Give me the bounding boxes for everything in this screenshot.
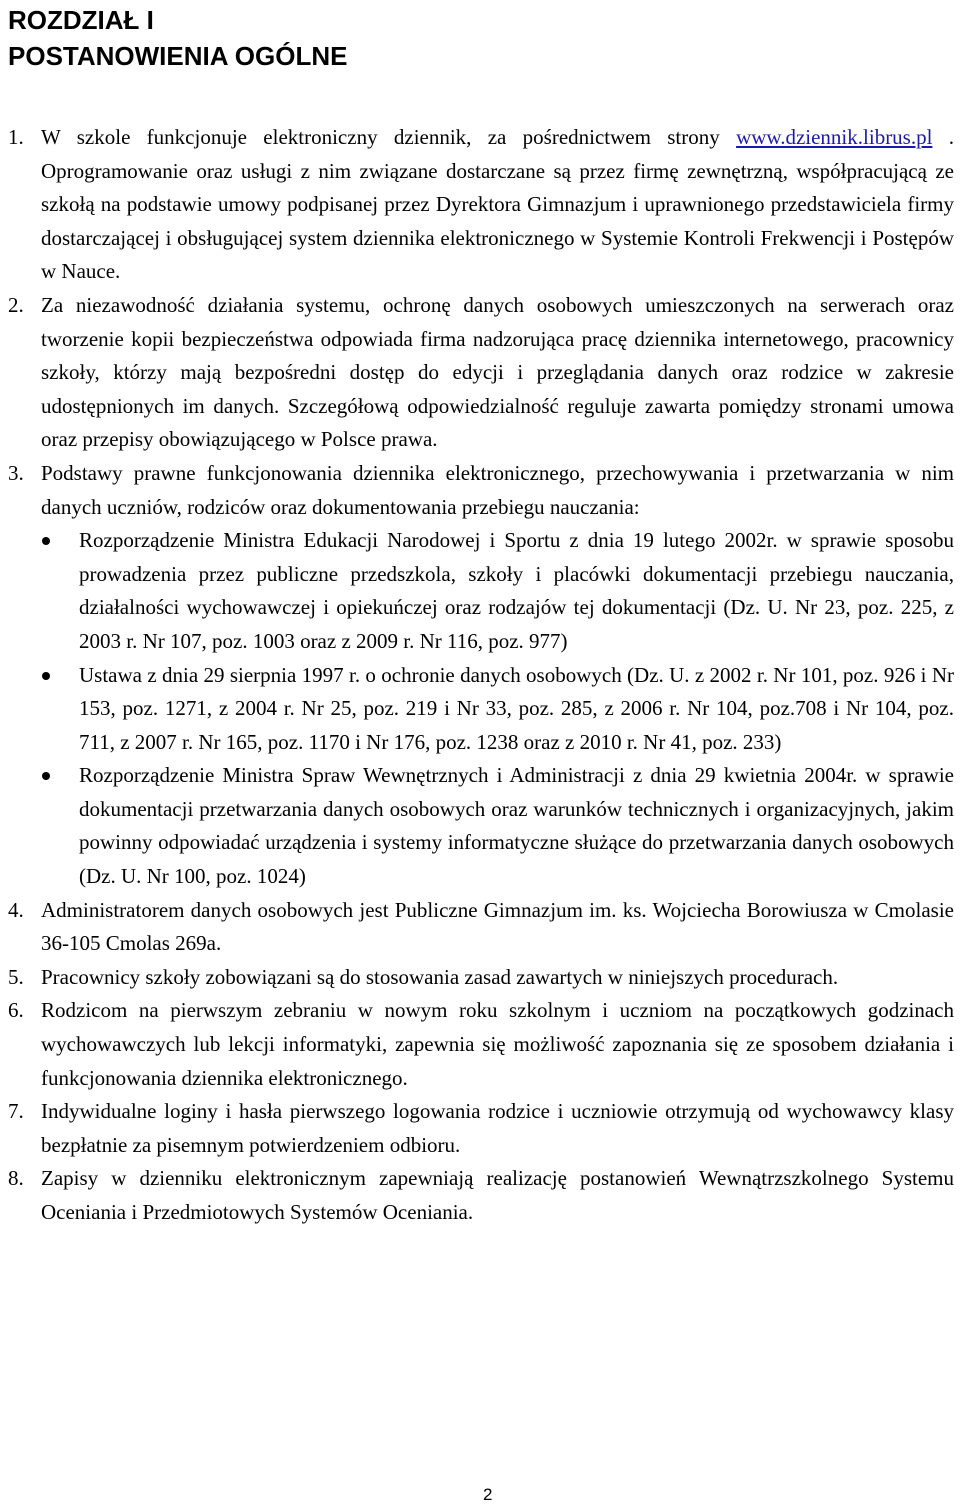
paragraph-text-end: . Oprogramowanie oraz usługi z nim związane dostarczane są przez firmę zewnętrzną, współpracującą ze szkołą na podstawie umowy podpisanej przez Dyrektora Gimnazjum i uprawnionego przedstawiciela firmy dostarczającej i obsługującej system dziennika elektronicznego w Systemie Kontroli Frekwencji i Postępów w Nauce. [41, 125, 955, 284]
document-body [8, 121, 954, 1230]
paragraph-7 [8, 1095, 954, 1162]
paragraph-text-start: W szkole funkcjonuje elektroniczny dziennik, za pośrednictwem strony [41, 125, 720, 149]
paragraph-text: Administratorem danych osobowych jest Publiczne Gimnazjum im. ks. Wojciecha Borowiusza w Cmolasie 36-105 Cmolas 269a. [41, 897, 954, 956]
paragraph-2 [8, 289, 954, 457]
paragraph-number: 7. [8, 1099, 24, 1124]
list-item [8, 659, 954, 760]
chapter-heading [8, 2, 347, 74]
bullet-icon [42, 772, 50, 780]
paragraph-3 [8, 457, 954, 524]
paragraph-number: 8. [8, 1166, 24, 1191]
paragraph-number: 2. [8, 292, 24, 317]
list-item-text: Ustawa z dnia 29 sierpnia 1997 r. o ochronie danych osobowych (Dz. U. z 2002 r. Nr 101, poz. 926 i Nr 153, poz. 1271, z 2004 r. Nr 25, poz. 219 i Nr 33, poz. 285, z 2006 r. Nr 104, poz.708 i Nr 104, poz. 711, z 2007 r. Nr 165, poz. 1170 i Nr 176, poz. 1238 oraz z 2010 r. Nr 41, poz. 233) [79, 662, 954, 754]
paragraph-number: 3. [8, 460, 24, 485]
paragraph-text: Rodzicom na pierwszym zebraniu w nowym roku szkolnym i uczniom na początkowych godzinach wychowawczych lub lekcji informatyki, zapewnia się możliwość zapoznania się ze sposobem działania i funkcjonowania dziennika elektronicznego. [41, 998, 954, 1090]
paragraph-text: Indywidualne loginy i hasła pierwszego logowania rodzice i uczniowie otrzymują od wychowawcy klasy bezpłatnie za pisemnym potwierdzeniem odbioru. [41, 1099, 954, 1157]
paragraph-5 [8, 961, 954, 995]
paragraph-text: Podstawy prawne funkcjonowania dziennika elektronicznego, przechowywania i przetwarzania w nim danych uczniów, rodziców oraz dokumentowania przebiegu nauczania: [41, 460, 954, 519]
paragraph-number: 4. [8, 897, 24, 922]
list-item-text: Rozporządzenie Ministra Spraw Wewnętrznych i Administracji z dnia 29 kwietnia 2004r. w sprawie dokumentacji przetwarzania danych osobowych oraz warunków technicznych i organizacyjnych, jakim powinny odpowiadać urządzenia i systemy informatyczne służące do przetwarzania danych osobowych (Dz. U. Nr 100, poz. 1024) [79, 763, 954, 889]
list-item-text: Rozporządzenie Ministra Edukacji Narodowej i Sportu z dnia 19 lutego 2002r. w sprawie sposobu prowadzenia przez publiczne przedszkola, szkoły i placówki dokumentacji przebiegu nauczania, działalności wychowawczej i opiekuńczej oraz rodzajów tej dokumentacji (Dz. U. Nr 23, poz. 225, z 2003 r. Nr 107, poz. 1003 oraz z 2009 r. Nr 116, poz. 977) [79, 528, 954, 653]
list-item [8, 524, 954, 658]
paragraph-4 [8, 894, 954, 961]
paragraph-text: Pracownicy szkoły zobowiązani są do stosowania zasad zawartych w niniejszych procedurach. [41, 964, 839, 989]
librus-link[interactable]: www.dziennik.librus.pl [736, 125, 933, 149]
paragraph-number: 5. [8, 964, 24, 989]
chapter-title: POSTANOWIENIA OGÓLNE [8, 41, 348, 71]
paragraph-8 [8, 1162, 954, 1229]
document-page [8, 0, 956, 1509]
list-item [8, 759, 954, 893]
paragraph-1 [8, 121, 954, 289]
chapter-number: ROZDZIAŁ I [8, 5, 154, 35]
paragraph-6 [8, 994, 954, 1095]
bullet-icon [42, 537, 50, 545]
paragraph-number: 6. [8, 998, 24, 1023]
paragraph-text: Za niezawodność działania systemu, ochronę danych osobowych umieszczonych na serwerach oraz tworzenie kopii bezpieczeństwa odpowiada firma nadzorująca pracę dziennika internetowego, pracownicy szkoły, którzy mają bezpośredni dostęp do edycji i przeglądania danych oraz rodzice w zakresie udostępnionych im danych. Szczegółową odpowiedzialność reguluje zawarta pomiędzy stronami umowa oraz przepisy obowiązującego w Polsce prawa. [41, 292, 954, 452]
page-number: 2 [483, 1485, 493, 1504]
bullet-icon [42, 672, 50, 680]
paragraph-text: Zapisy w dzienniku elektronicznym zapewniają realizację postanowień Wewnątrzszkolnego Systemu Oceniania i Przedmiotowych Systemów Oceniania. [41, 1166, 954, 1224]
legal-basis-list [8, 524, 954, 894]
paragraph-number: 1. [8, 125, 24, 149]
